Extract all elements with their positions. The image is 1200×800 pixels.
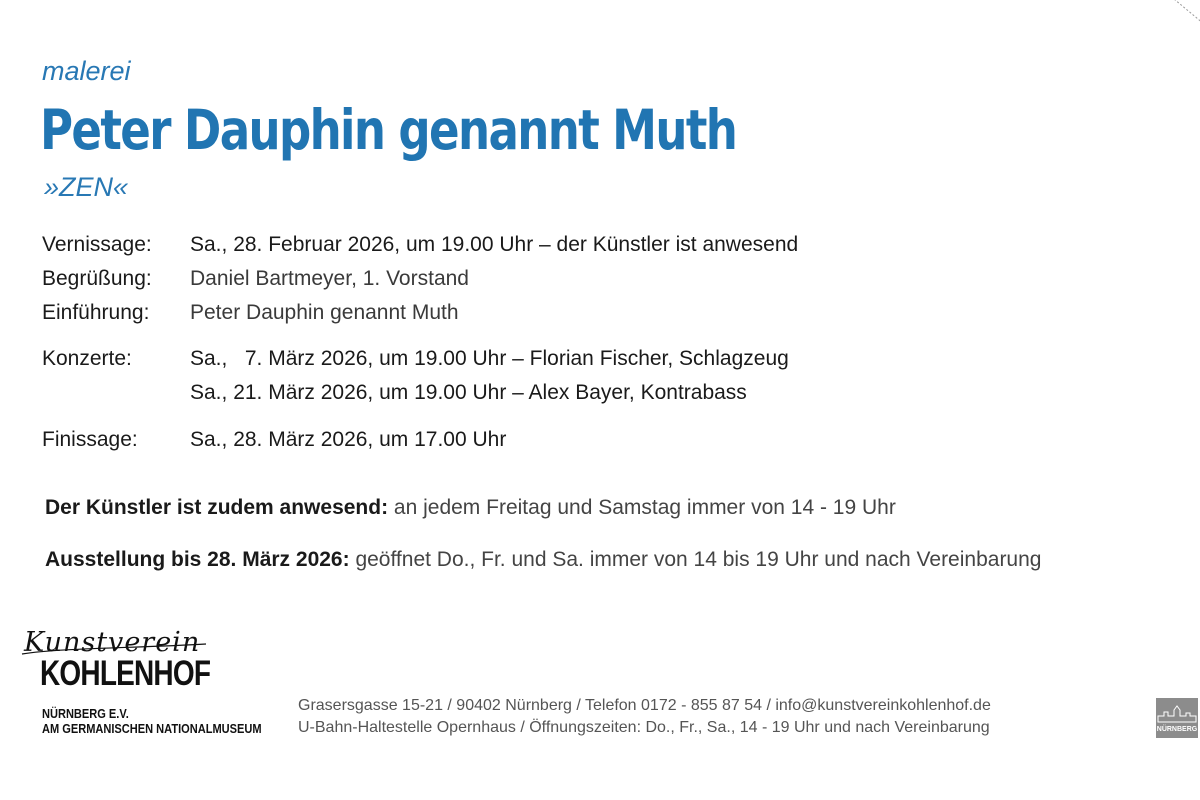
konzert-item-1: Sa., 7. März 2026, um 19.00 Uhr – Florian Fischer, Schlagzeug — [190, 347, 789, 370]
begruessung-label: Begrüßung: — [42, 267, 152, 290]
konzert-item-2: Sa., 21. März 2026, um 19.00 Uhr – Alex Bayer, Kontrabass — [190, 381, 747, 404]
duration-note — [45, 548, 1041, 572]
artist-title: Peter Dauphin genannt Muth — [40, 98, 737, 162]
exhibition-subtitle: »ZEN« — [44, 172, 129, 202]
finissage-label: Finissage: — [42, 428, 138, 451]
nuernberg-badge — [1156, 698, 1198, 738]
badge-label: NÜRNBERG — [1156, 726, 1198, 733]
presence-note — [45, 496, 896, 520]
skyline-icon — [1156, 702, 1198, 724]
kunstverein-script-text: Kunstverein — [24, 627, 201, 658]
presence-note-bold: Der Künstler ist zudem anwesend: — [45, 496, 389, 519]
kohlenhof-logo: KOHLENHOF — [40, 654, 211, 693]
logo-subline-1: NÜRNBERG E.V. — [42, 706, 129, 721]
begruessung-value: Daniel Bartmeyer, 1. Vorstand — [190, 267, 469, 290]
opening-hours-line: U-Bahn-Haltestelle Opernhaus / Öffnungszeiten: Do., Fr., Sa., 14 - 19 Uhr und nach Vereinbarung — [298, 719, 990, 736]
presence-note-text: an jedem Freitag und Samstag immer von 14 - 19 Uhr — [388, 496, 896, 519]
postage-stamp-corner — [1164, 0, 1200, 34]
konzerte-label: Konzerte: — [42, 347, 132, 370]
einfuehrung-label: Einführung: — [42, 301, 150, 324]
address-line: Grasersgasse 15-21 / 90402 Nürnberg / Telefon 0172 - 855 87 54 / info@kunstvereinkohlenhof.de — [298, 697, 991, 714]
genre-label: malerei — [42, 56, 131, 86]
duration-note-bold: Ausstellung bis 28. März 2026: — [45, 548, 350, 571]
vernissage-label: Vernissage: — [42, 233, 152, 256]
einfuehrung-value: Peter Dauphin genannt Muth — [190, 301, 459, 324]
finissage-value: Sa., 28. März 2026, um 17.00 Uhr — [190, 428, 507, 451]
logo-subline-2: AM GERMANISCHEN NATIONALMUSEUM — [42, 721, 262, 736]
vernissage-value: Sa., 28. Februar 2026, um 19.00 Uhr – der Künstler ist anwesend — [190, 233, 799, 256]
duration-note-text: geöffnet Do., Fr. und Sa. immer von 14 bis 19 Uhr und nach Vereinbarung — [349, 548, 1042, 571]
